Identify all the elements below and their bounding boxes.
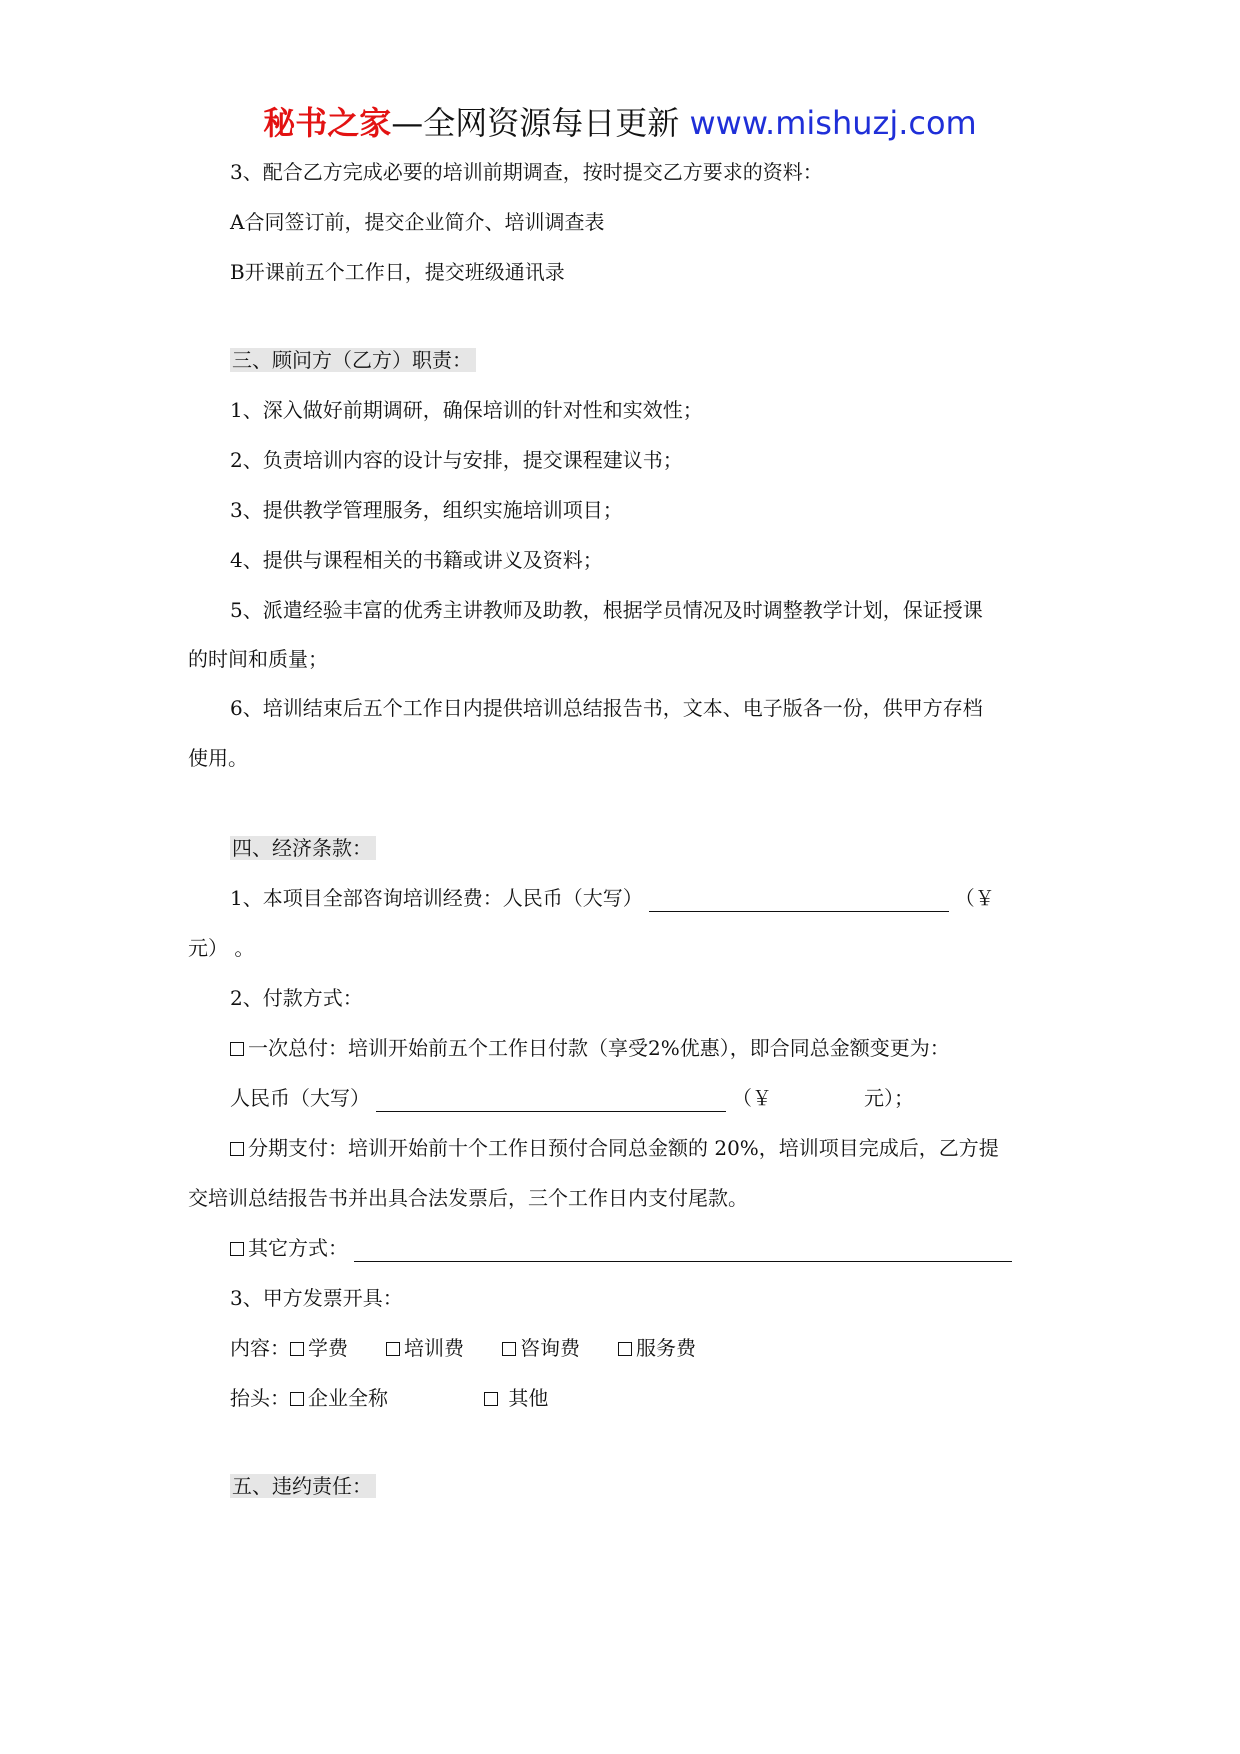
consulting-fee-label: 咨询费 xyxy=(520,1336,580,1360)
brand-name: 秘书之家 xyxy=(263,104,392,142)
site-url-link[interactable]: www.mishuzj.com xyxy=(689,104,977,142)
other-method-label: 其它方式： xyxy=(248,1236,348,1260)
section-heading-breach-text: 五、违约责任： xyxy=(230,1474,376,1498)
invoice-header-label: 抬头： xyxy=(230,1386,290,1410)
fee-line xyxy=(230,884,995,912)
consultant-duty-5-cont: 的时间和质量； xyxy=(188,647,328,671)
lump-sum-yuan-close: 元）； xyxy=(864,1086,914,1110)
tuition-checkbox[interactable] xyxy=(290,1342,304,1356)
consultant-duty-1: 1、深入做好前期调研，确保培训的针对性和实效性； xyxy=(230,398,703,422)
section-heading-consultant xyxy=(230,346,476,374)
consulting-fee-checkbox[interactable] xyxy=(502,1342,516,1356)
other-title-checkbox[interactable] xyxy=(484,1392,498,1406)
consultant-duty-5: 5、派遣经验丰富的优秀主讲教师及助教，根据学员情况及时调整教学计划，保证授课 xyxy=(230,598,983,622)
fee-line-cont: 元） 。 xyxy=(188,936,255,960)
section-heading-economic xyxy=(230,834,376,862)
client-duty-3a: A合同签订前，提交企业简介、培训调查表 xyxy=(230,210,605,234)
client-duty-3: 3、配合乙方完成必要的培训前期调查，按时提交乙方要求的资料： xyxy=(230,160,823,184)
section-heading-economic-text: 四、经济条款： xyxy=(230,836,376,860)
invoice-content-label: 内容： xyxy=(230,1336,290,1360)
fee-yuan-open: （￥ xyxy=(954,886,995,910)
company-name-label: 企业全称 xyxy=(308,1386,388,1410)
brand-slogan: —全网资源每日更新 xyxy=(391,104,680,142)
lump-sum-text: 一次总付：培训开始前五个工作日付款（享受2%优惠），即合同总金额变更为： xyxy=(248,1036,950,1060)
payment-method-title: 2、付款方式： xyxy=(230,986,363,1010)
installment-text: 分期支付：培训开始前十个工作日预付合同总金额的 20%，培训项目完成后，乙方提 xyxy=(248,1136,999,1160)
installment-checkbox[interactable] xyxy=(230,1142,244,1156)
other-title-label: 其他 xyxy=(502,1386,549,1410)
payment-option-installment xyxy=(230,1134,999,1162)
invoice-content-line xyxy=(230,1334,696,1362)
training-fee-checkbox[interactable] xyxy=(386,1342,400,1356)
client-duty-3b: B开课前五个工作日，提交班级通讯录 xyxy=(230,260,565,284)
payment-option-other xyxy=(230,1234,1018,1262)
other-method-checkbox[interactable] xyxy=(230,1242,244,1256)
installment-text-cont: 交培训总结报告书并出具合法发票后，三个工作日内支付尾款。 xyxy=(188,1186,748,1210)
lump-sum-amount-field[interactable] xyxy=(376,1089,726,1112)
consultant-duty-6: 6、培训结束后五个工作日内提供培训总结报告书，文本、电子版各一份，供甲方存档 xyxy=(230,696,983,720)
lump-sum-amount-line xyxy=(230,1084,914,1112)
site-header xyxy=(0,103,1240,143)
consultant-duty-6-cont: 使用。 xyxy=(188,746,248,770)
invoice-title-line xyxy=(230,1384,548,1412)
fee-label: 1、本项目全部咨询培训经费：人民币（大写） xyxy=(230,886,643,910)
company-name-checkbox[interactable] xyxy=(290,1392,304,1406)
invoice-title: 3、甲方发票开具： xyxy=(230,1286,403,1310)
service-fee-checkbox[interactable] xyxy=(618,1342,632,1356)
payment-option-lump-sum xyxy=(230,1034,950,1062)
training-fee-label: 培训费 xyxy=(404,1336,464,1360)
lump-sum-checkbox[interactable] xyxy=(230,1042,244,1056)
lump-sum-rmb-label: 人民币（大写） xyxy=(230,1086,370,1110)
other-method-field[interactable] xyxy=(354,1239,1012,1262)
consultant-duty-4: 4、提供与课程相关的书籍或讲义及资料； xyxy=(230,548,603,572)
fee-amount-field[interactable] xyxy=(649,889,949,912)
tuition-label: 学费 xyxy=(308,1336,348,1360)
consultant-duty-3: 3、提供教学管理服务，组织实施培训项目； xyxy=(230,498,623,522)
section-heading-breach xyxy=(230,1472,376,1500)
consultant-duty-2: 2、负责培训内容的设计与安排，提交课程建议书； xyxy=(230,448,683,472)
service-fee-label: 服务费 xyxy=(636,1336,696,1360)
section-heading-consultant-text: 三、顾问方（乙方）职责： xyxy=(230,348,476,372)
lump-sum-yuan-open: （￥ xyxy=(732,1086,772,1110)
